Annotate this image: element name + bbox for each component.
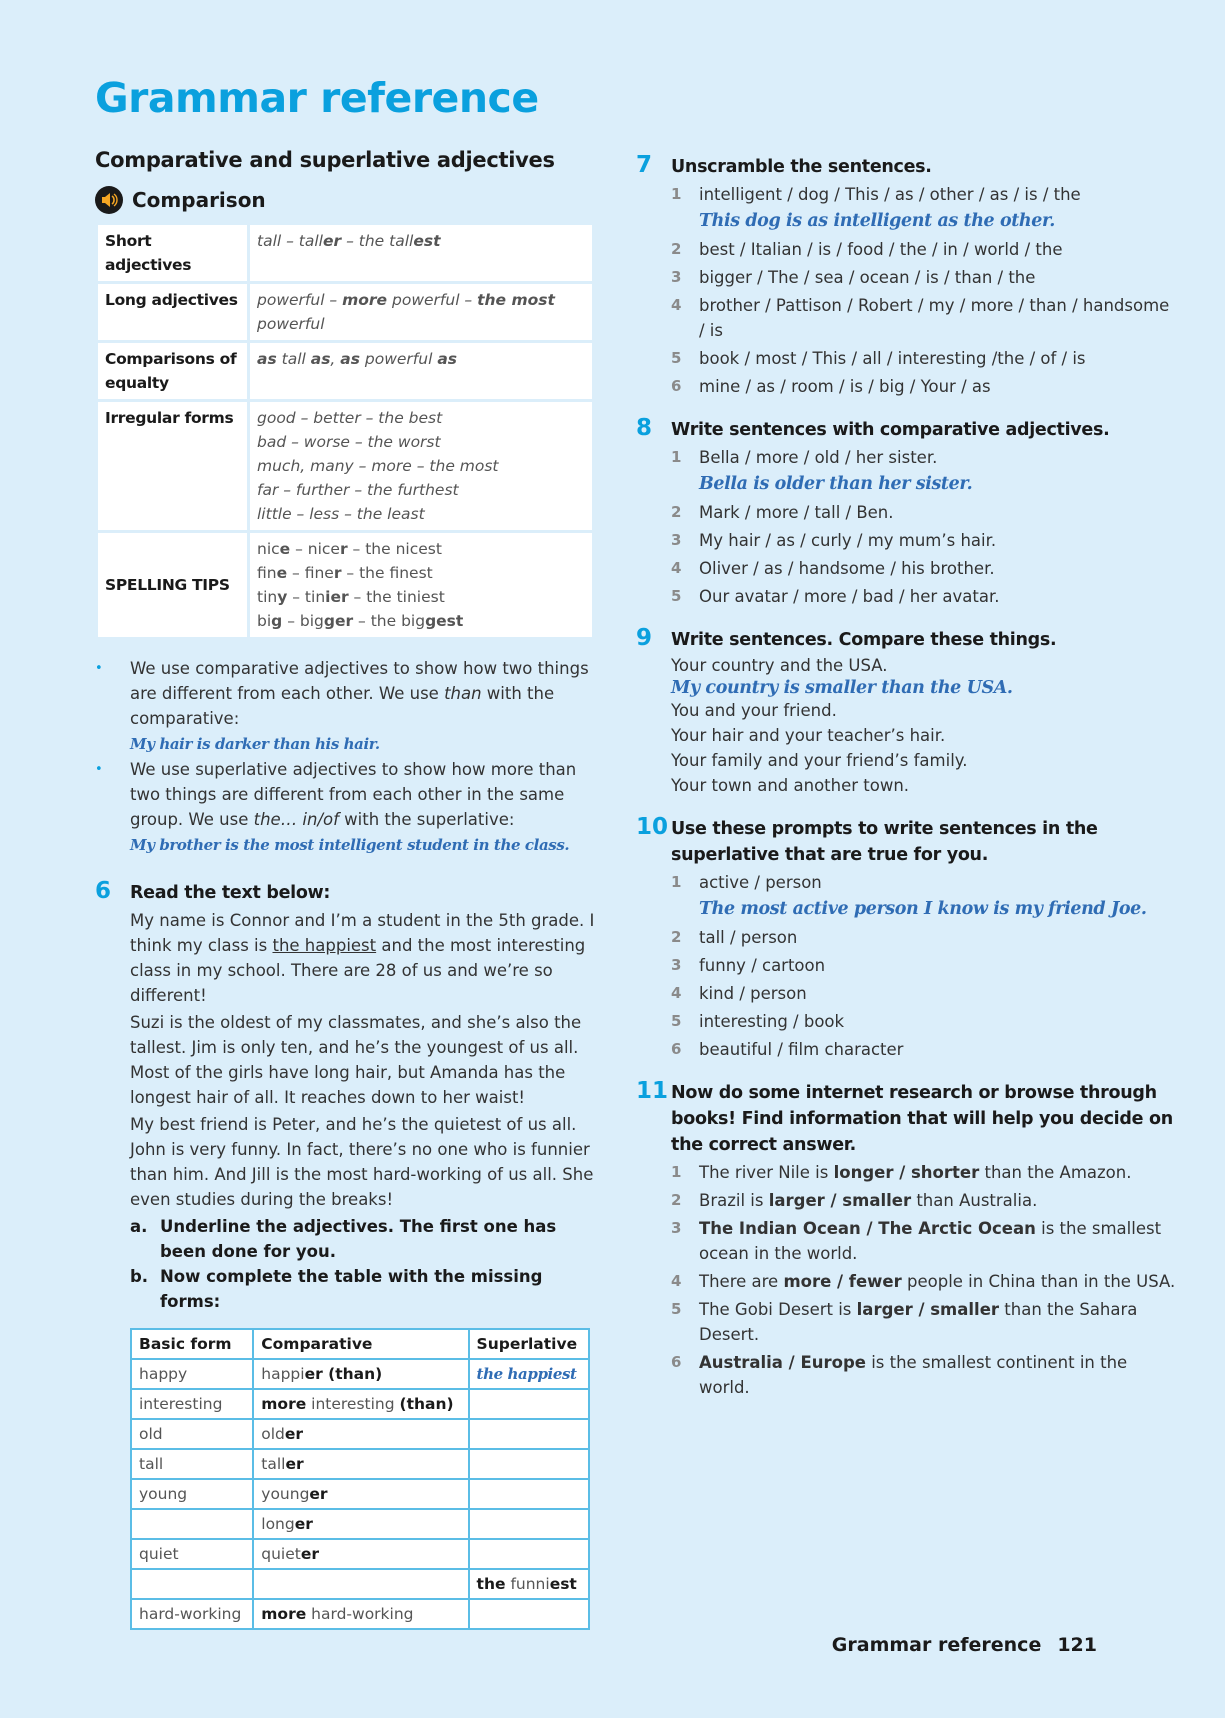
list-item (671, 1216, 1176, 1266)
exercise-items (671, 445, 1176, 609)
item-number: 6 (671, 1353, 682, 1371)
item-text: funny / cartoon (699, 956, 826, 975)
item-number: 4 (671, 296, 682, 314)
superlative-cell[interactable]: the funniest (469, 1569, 589, 1599)
example-line: fine – finer – the finest (257, 564, 433, 582)
item-number: 2 (671, 928, 682, 946)
rule-examples (249, 283, 594, 342)
page-title: Grammar reference (95, 74, 539, 122)
footer-label: Grammar reference (831, 1634, 1042, 1656)
exercise-8 (636, 417, 1176, 609)
task-a (130, 1214, 600, 1264)
item-text: best / Italian / is / food / the / in / world / the (699, 240, 1063, 259)
item-number: 4 (671, 1272, 682, 1290)
item-text: tall / person (699, 928, 798, 947)
exercise-number: 8 (636, 415, 653, 441)
table-row (131, 1599, 589, 1629)
rule-label: Short adjectives (97, 224, 249, 283)
page-footer (832, 1634, 1097, 1656)
example-answer: My country is smaller than the USA. (671, 678, 1013, 698)
exercise-11 (636, 1080, 1176, 1400)
table-row (131, 1509, 589, 1539)
task-letter: a. (130, 1217, 148, 1236)
item-text: Brazil is larger / smaller than Australia. (699, 1191, 1038, 1210)
comparative-cell[interactable]: happier (than) (253, 1359, 468, 1389)
example-line: good – better – the best (257, 409, 443, 427)
item-number: 1 (671, 873, 682, 891)
page-number: 121 (1057, 1634, 1097, 1656)
list-item (671, 953, 1176, 978)
task-letter: b. (130, 1267, 149, 1286)
item-text: The Gobi Desert is larger / smaller than the Sahara Desert. (699, 1300, 1138, 1344)
exercise-heading: Use these prompts to write sentences in the superlative that are true for you. (671, 819, 1098, 865)
list-item (671, 1297, 1176, 1347)
rule-label: Long adjectives (97, 283, 249, 342)
item-text: Our avatar / more / bad / her avatar. (699, 587, 1000, 606)
item-number: 1 (671, 185, 682, 203)
list-item (671, 1350, 1176, 1400)
superlative-cell[interactable] (469, 1419, 589, 1449)
rule-label: Irregular forms (97, 401, 249, 532)
basic-form-cell[interactable]: young (131, 1479, 253, 1509)
item-text: My hair / as / curly / my mum’s hair. (699, 531, 997, 550)
item-text: beautiful / film character (699, 1040, 904, 1059)
item-text: kind / person (699, 984, 807, 1003)
exercise-number: 11 (636, 1078, 669, 1104)
item-number: 2 (671, 503, 682, 521)
list-item (671, 182, 1176, 234)
list-item (671, 925, 1176, 950)
superlative-cell[interactable] (469, 1539, 589, 1569)
prompt-line: Your country and the USA. (671, 656, 888, 675)
reference-row (97, 401, 594, 532)
basic-form-cell[interactable]: tall (131, 1449, 253, 1479)
item-text: Mark / more / tall / Ben. (699, 503, 894, 522)
exercise-heading: Read the text below: (130, 883, 331, 903)
exercise-number: 10 (636, 814, 669, 840)
exercise-items (671, 182, 1176, 399)
comparative-cell[interactable]: more interesting (than) (253, 1389, 468, 1419)
column-header: Superlative (469, 1329, 589, 1359)
example-line: tall – taller – the tallest (257, 232, 441, 250)
item-text: active / person (699, 873, 822, 892)
item-number: 2 (671, 240, 682, 258)
exercise-items (671, 1160, 1176, 1400)
item-number: 4 (671, 984, 682, 1002)
table-row (131, 1569, 589, 1599)
table-row (131, 1539, 589, 1569)
rule-label: Comparisons of equalty (97, 342, 249, 401)
item-text: book / most / This / all / interesting /the / of / is (699, 349, 1086, 368)
example-line: powerful – more powerful – the most (257, 291, 555, 309)
speaker-icon[interactable] (95, 186, 123, 214)
rule-examples (249, 401, 594, 532)
table-row (131, 1479, 589, 1509)
list-item (671, 1009, 1176, 1034)
item-number: 4 (671, 559, 682, 577)
list-item (671, 346, 1176, 371)
exercise-10 (636, 816, 1176, 1062)
table-row (131, 1389, 589, 1419)
comparative-cell[interactable]: taller (253, 1449, 468, 1479)
section-heading: Comparative and superlative adjectives (95, 148, 555, 172)
column-header: Comparative (253, 1329, 468, 1359)
list-item (671, 981, 1176, 1006)
list-item (671, 1160, 1176, 1185)
item-number: 6 (671, 377, 682, 395)
example-line: bad – worse – the worst (257, 433, 441, 451)
basic-form-cell[interactable]: happy (131, 1359, 253, 1389)
item-text: mine / as / room / is / big / Your / as (699, 377, 991, 396)
item-number: 3 (671, 531, 682, 549)
list-item (671, 556, 1176, 581)
usage-notes (95, 656, 600, 858)
exercise-number: 9 (636, 625, 653, 651)
item-text: Australia / Europe is the smallest continent in the world. (699, 1353, 1128, 1397)
example-answer: The most active person I know is my friend Joe. (699, 899, 1147, 919)
item-number: 1 (671, 1163, 682, 1181)
example-answer: This dog is as intelligent as the other. (699, 211, 1055, 231)
reading-paragraph: My name is Connor and I’m a student in the 5th grade. I think my class is the happiest and the most interesting class in my school. There are 28 of us and we’re so different! (130, 911, 595, 1005)
item-text: Oliver / as / handsome / his brother. (699, 559, 995, 578)
example-line: tiny – tinier – the tiniest (257, 588, 445, 606)
item-number: 1 (671, 448, 682, 466)
list-item (671, 1188, 1176, 1213)
list-item (671, 870, 1176, 922)
list-item (671, 374, 1176, 399)
example-line: powerful (257, 315, 325, 333)
item-number: 3 (671, 1219, 682, 1237)
table-row (131, 1359, 589, 1389)
example-line: big – bigger – the biggest (257, 612, 464, 630)
reference-row (97, 224, 594, 283)
exercise-heading: Now do some internet research or browse through books! Find information that will help you decide on the correct answer. (671, 1083, 1173, 1155)
adjective-forms-table (130, 1328, 590, 1630)
comparative-cell[interactable]: older (253, 1419, 468, 1449)
left-column (95, 148, 600, 1648)
comparative-cell[interactable]: longer (253, 1509, 468, 1539)
superlative-cell[interactable]: the happiest (469, 1359, 589, 1389)
list-item (671, 1037, 1176, 1062)
task-text: Now complete the table with the missing forms: (160, 1267, 543, 1311)
reference-row (97, 342, 594, 401)
list-item (671, 293, 1176, 343)
right-column (636, 154, 1176, 1418)
superlative-cell[interactable] (469, 1449, 589, 1479)
exercise-heading: Unscramble the sentences. (671, 157, 932, 177)
example-line: much, many – more – the most (257, 457, 499, 475)
reference-table (95, 222, 595, 640)
example-answer: My hair is darker than his hair. (130, 735, 380, 753)
list-item (671, 500, 1176, 525)
item-text: interesting / book (699, 1012, 845, 1031)
item-number: 2 (671, 1191, 682, 1209)
list-item (671, 237, 1176, 262)
table-row (131, 1419, 589, 1449)
basic-form-cell[interactable] (131, 1569, 253, 1599)
item-text: There are more / fewer people in China than in the USA. (699, 1272, 1176, 1291)
item-number: 5 (671, 587, 682, 605)
item-text: Bella / more / old / her sister. (699, 448, 938, 467)
note-text: We use comparative adjectives to show how two things are different from each other. We use than with the comparative: (130, 659, 589, 728)
rule-examples (249, 342, 594, 401)
task-b (130, 1264, 600, 1314)
superlative-cell[interactable] (469, 1509, 589, 1539)
prompt-line: You and your friend. (671, 701, 837, 720)
exercise-items (671, 870, 1176, 1062)
basic-form-cell[interactable]: old (131, 1419, 253, 1449)
item-text: intelligent / dog / This / as / other / as / is / the (699, 185, 1081, 204)
comparative-cell[interactable]: younger (253, 1479, 468, 1509)
exercise-9 (636, 627, 1176, 798)
exercise-heading: Write sentences with comparative adjectives. (671, 420, 1110, 440)
basic-form-cell[interactable]: interesting (131, 1389, 253, 1419)
list-item (671, 445, 1176, 497)
item-number: 3 (671, 268, 682, 286)
list-item (671, 584, 1176, 609)
basic-form-cell[interactable] (131, 1509, 253, 1539)
superlative-cell[interactable] (469, 1479, 589, 1509)
exercise-heading: Write sentences. Compare these things. (671, 630, 1057, 650)
column-header: Basic form (131, 1329, 253, 1359)
list-item (671, 265, 1176, 290)
table-row (131, 1449, 589, 1479)
exercise-6 (95, 880, 600, 1630)
exercise-number: 6 (95, 878, 112, 904)
note-text: We use superlative adjectives to show how more than two things are different from each other in the same group. We use the… in/of with the superlative: (130, 760, 577, 829)
list-item (671, 1269, 1176, 1294)
comparative-cell[interactable]: quieter (253, 1539, 468, 1569)
usage-note (95, 656, 600, 757)
comparative-cell[interactable]: more hard-working (253, 1599, 468, 1629)
rule-examples (249, 532, 594, 639)
reading-paragraph: Suzi is the oldest of my classmates, and she’s also the tallest. Jim is only ten, and he’s the youngest of us all. Most of the girls have long hair, but Amanda has the longest hair of all. It reaches down to her waist! (130, 1013, 582, 1107)
prompt-line: Your family and your friend’s family. (671, 751, 968, 770)
item-number: 6 (671, 1040, 682, 1058)
item-number: 5 (671, 1012, 682, 1030)
reference-row (97, 532, 594, 639)
reading-paragraph: My best friend is Peter, and he’s the quietest of us all. John is very funny. In fact, there’s no one who is funnier than him. And Jill is the most hard-working of us all. She even studies during the breaks! (130, 1115, 594, 1209)
superlative-cell[interactable] (469, 1599, 589, 1629)
prompt-line: Your town and another town. (671, 776, 910, 795)
example-answer: My brother is the most intelligent student in the class. (130, 836, 570, 854)
exercise-7 (636, 154, 1176, 399)
item-text: The Indian Ocean / The Arctic Ocean is the smallest ocean in the world. (699, 1219, 1162, 1263)
superlative-cell[interactable] (469, 1389, 589, 1419)
usage-note (95, 757, 600, 858)
subheading-text: Comparison (132, 188, 266, 212)
example-line: far – further – the furthest (257, 481, 459, 499)
comparison-subheading (95, 186, 600, 214)
basic-form-cell[interactable]: quiet (131, 1539, 253, 1569)
item-number: 5 (671, 349, 682, 367)
item-number: 3 (671, 956, 682, 974)
reference-row (97, 283, 594, 342)
basic-form-cell[interactable]: hard-working (131, 1599, 253, 1629)
item-number: 5 (671, 1300, 682, 1318)
prompt-line: Your hair and your teacher’s hair. (671, 726, 946, 745)
rule-examples (249, 224, 594, 283)
list-item (671, 528, 1176, 553)
item-text: bigger / The / sea / ocean / is / than / the (699, 268, 1036, 287)
example-line: nice – nicer – the nicest (257, 540, 442, 558)
example-line: little – less – the least (257, 505, 425, 523)
task-text: Underline the adjectives. The first one has been done for you. (160, 1217, 557, 1261)
item-text: brother / Pattison / Robert / my / more / than / handsome / is (699, 296, 1170, 340)
rule-label: SPELLING TIPS (97, 532, 249, 639)
comparative-cell[interactable] (253, 1569, 468, 1599)
item-text: The river Nile is longer / shorter than the Amazon. (699, 1163, 1132, 1182)
example-line: as tall as, as powerful as (257, 350, 458, 368)
exercise-number: 7 (636, 152, 653, 178)
example-answer: Bella is older than her sister. (699, 474, 973, 494)
